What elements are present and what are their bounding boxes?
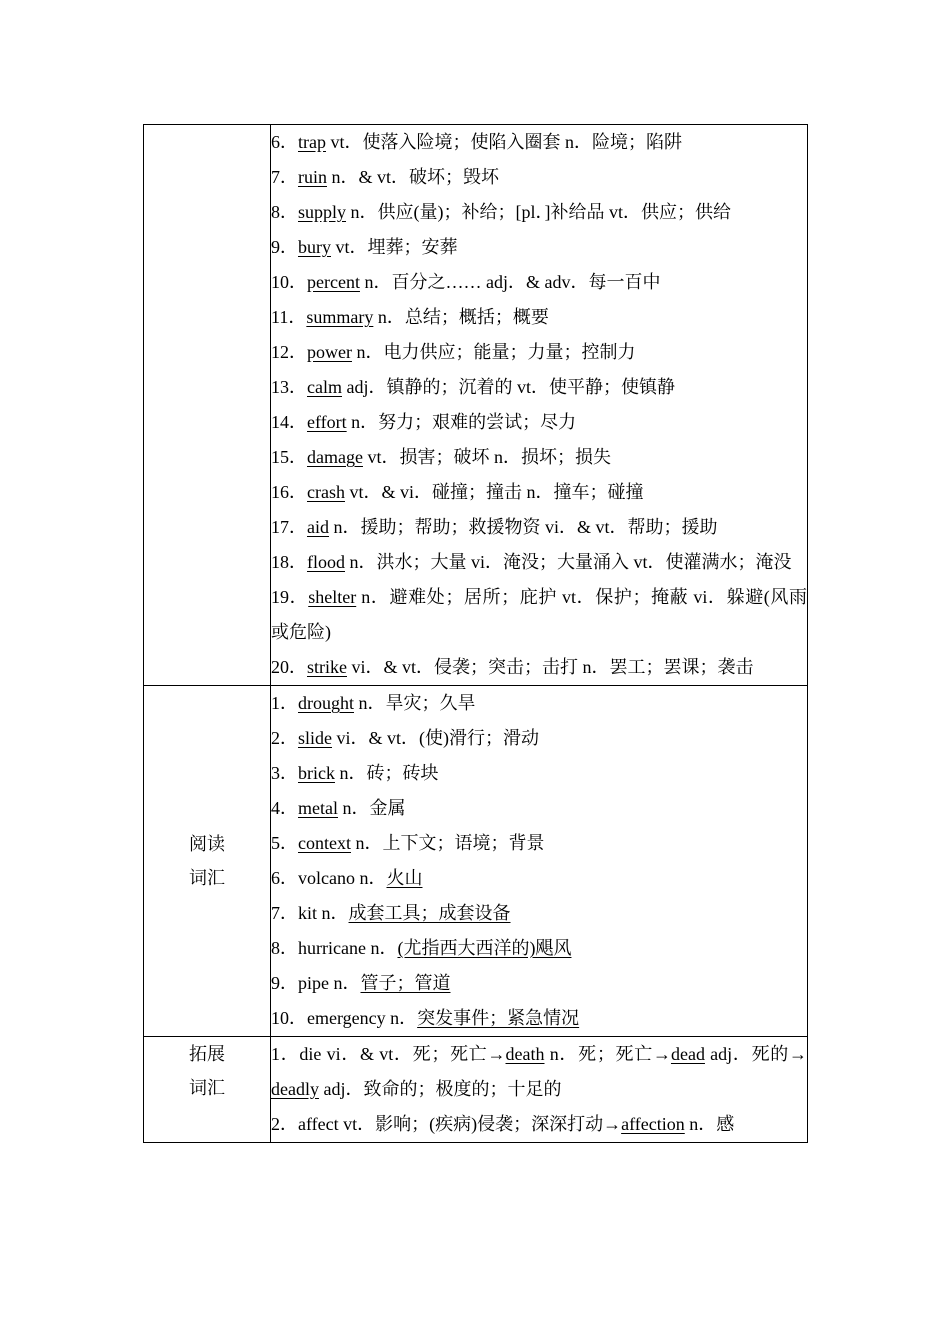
list-item: 7．ruin n．& vt．破坏；毁坏 (271, 167, 500, 187)
list-item: 19．shelter n．避难处；居所；庇护 vt．保护；掩蔽 vi．躲避(风雨或危险) (271, 587, 808, 642)
category-label: 拓展 (189, 1044, 225, 1064)
table-row (144, 125, 808, 686)
category-label: 阅读 (189, 834, 225, 854)
list-item: 15．damage vt．损害；破坏 n．损坏；损失 (271, 447, 611, 467)
category-cell (144, 125, 271, 686)
category-label: 词汇 (189, 1078, 225, 1098)
list-item: 3．brick n．砖；砖块 (271, 763, 439, 783)
table-row (144, 1037, 808, 1143)
list-item: 17．aid n．援助；帮助；救援物资 vi．& vt．帮助；援助 (271, 517, 718, 537)
list-item: 4．metal n．金属 (271, 798, 406, 818)
list-item: 8．supply n．供应(量)；补给；[pl．]补给品 vt．供应；供给 (271, 202, 731, 222)
list-item: 18．flood n．洪水；大量 vi．淹没；大量涌入 vt．使灌满水；淹没 (271, 552, 792, 572)
list-item: 1．die vi．& vt．死；死亡→death n．死；死亡→dead adj．死的→ deadly adj．致命的；极度的；十足的 (271, 1044, 807, 1099)
list-item: 2．slide vi．& vt．(使)滑行；滑动 (271, 728, 539, 748)
list-item: 5．context n．上下文；语境；背景 (271, 833, 545, 853)
entries-cell (271, 125, 808, 686)
list-item: 11．summary n．总结；概括；概要 (271, 307, 549, 327)
list-item: 14．effort n．努力；艰难的尝试；尽力 (271, 412, 577, 432)
list-item: 13．calm adj．镇静的；沉着的 vt．使平静；使镇静 (271, 377, 675, 397)
list-item: 6．trap vt．使落入险境；使陷入圈套 n．险境；陷阱 (271, 132, 682, 152)
list-item: 9．bury vt．埋葬；安葬 (271, 237, 458, 257)
entries-cell (271, 1037, 808, 1143)
list-item: 1．drought n．旱灾；久旱 (271, 693, 476, 713)
list-item: 16．crash vt．& vi．碰撞；撞击 n．撞车；碰撞 (271, 482, 644, 502)
entries-cell (271, 686, 808, 1037)
table-row (144, 686, 808, 1037)
list-item: 2．affect vt．影响；(疾病)侵袭；深深打动→affection n．感 (271, 1114, 735, 1134)
vocabulary-table (143, 124, 808, 1143)
list-item: 20．strike vi．& vt．侵袭；突击；击打 n．罢工；罢课；袭击 (271, 657, 754, 677)
category-label: 词汇 (189, 868, 225, 888)
list-item: 7．kit n．成套工具；成套设备 (271, 903, 511, 923)
list-item: 10．emergency n．突发事件；紧急情况 (271, 1008, 580, 1028)
list-item: 8．hurricane n．(尤指西大西洋的)飓风 (271, 938, 572, 958)
list-item: 6．volcano n．火山 (271, 868, 423, 888)
list-item: 9．pipe n．管子；管道 (271, 973, 451, 993)
category-cell (144, 686, 271, 1037)
category-cell (144, 1037, 271, 1143)
list-item: 10．percent n．百分之…… adj．& adv．每一百中 (271, 272, 661, 292)
list-item: 12．power n．电力供应；能量；力量；控制力 (271, 342, 636, 362)
